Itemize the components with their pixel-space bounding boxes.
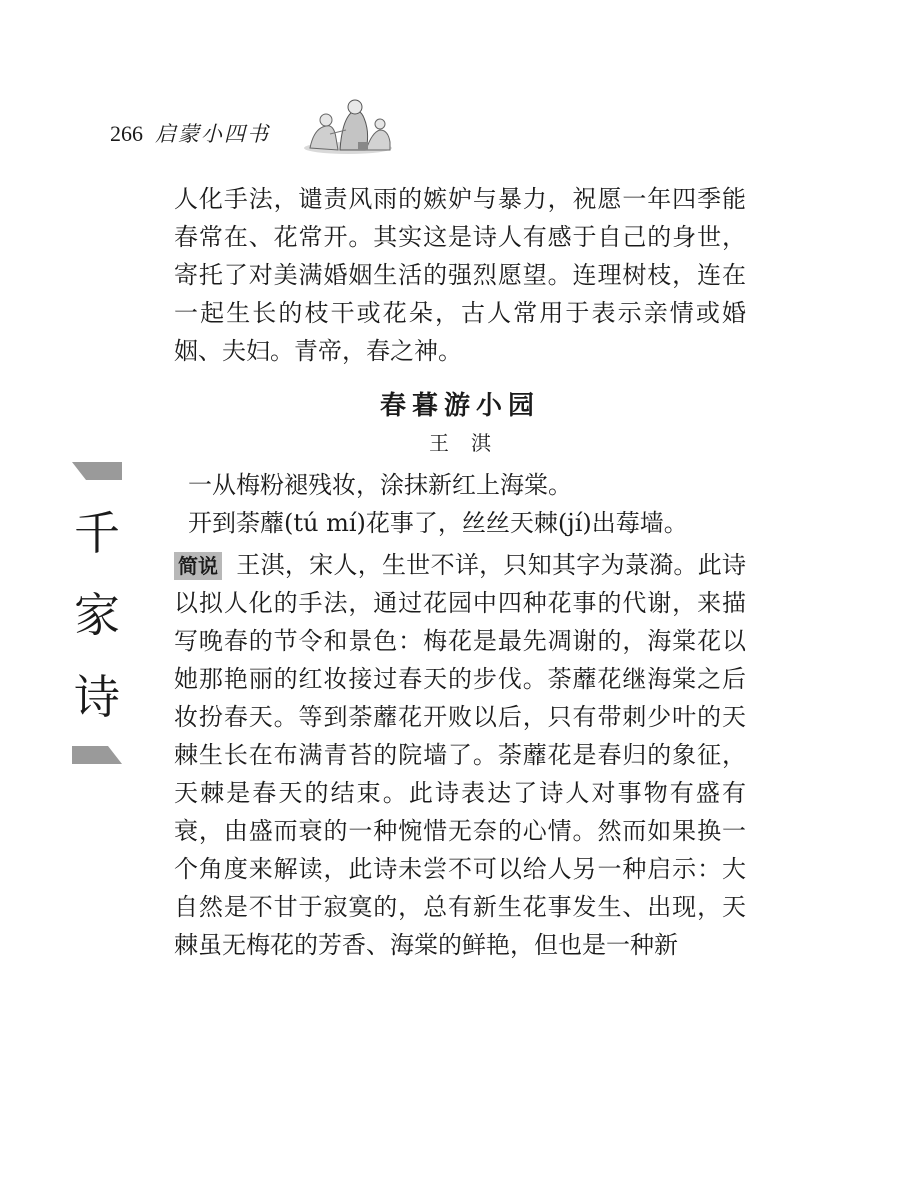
poem-author: 王淇	[429, 431, 513, 455]
poem-line: 开到荼蘼(tú mí)花事了，丝丝天棘(jí)出莓墙。	[188, 509, 688, 537]
poem-body	[174, 466, 746, 542]
commentary-label: 简说	[174, 552, 222, 580]
commentary-paragraph	[174, 546, 746, 964]
intro-paragraph: 人化手法，谴责风雨的嫉妒与暴力，祝愿一年四季能春常在、花常开。其实这是诗人有感于自己的身世，寄托了对美满婚姻生活的强烈愿望。连理树枝，连在一起生长的枝干或花朵，古人常用于表示亲情或婚姻、夫妇。青帝，春之神。	[174, 185, 746, 365]
scholars-illustration	[300, 98, 395, 156]
tab-top-bar	[72, 462, 122, 480]
book-title: 启蒙小四书	[155, 122, 270, 146]
side-tab-char: 诗	[74, 670, 120, 724]
commentary-text: 王淇，宋人，生世不详，只知其字为菉漪。此诗以拟人化的手法，通过花园中四种花事的代谢，来描写晚春的节令和景色：梅花是最先凋谢的，海棠花以她那艳丽的红妆接过春天的步伐。荼蘼花继海棠之后妆扮春天。等到荼蘼花开败以后，只有带刺少叶的天棘生长在布满青苔的院墙了。荼蘼花是春归的象征，天棘是春天的结束。此诗表达了诗人对事物有盛有衰，由盛而衰的一种惋惜无奈的心情。然而如果换一个角度来解读，此诗未尝不可以给人另一种启示：大自然是不甘于寂寞的，总有新生花事发生、出现，天棘虽无梅花的芳香、海棠的鲜艳，但也是一种新	[174, 551, 746, 959]
side-tab-char: 家	[74, 588, 120, 642]
tab-bottom-bar	[72, 746, 122, 764]
poem-line: 一从梅粉褪残妆，涂抹新红上海棠。	[188, 471, 572, 499]
side-tab-char: 千	[74, 506, 120, 560]
poem-title: 春暮游小园	[379, 391, 540, 421]
page-number: 266	[110, 121, 143, 146]
page-content	[174, 180, 746, 964]
section-side-tab	[72, 462, 122, 764]
page-header	[110, 118, 270, 148]
